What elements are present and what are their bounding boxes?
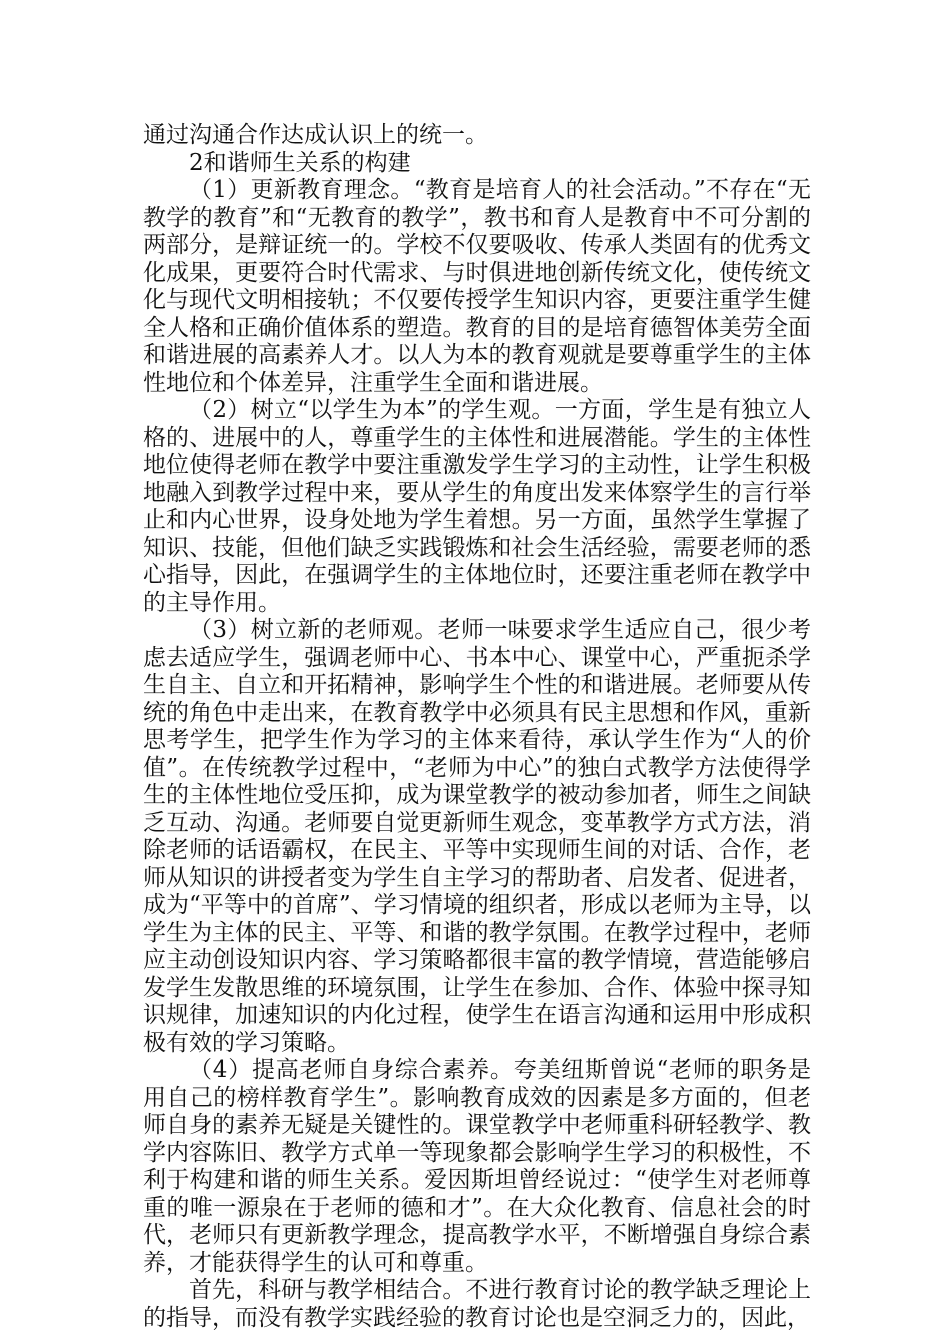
paragraph-research-teaching: 首先，科研与教学相结合。不进行教育讨论的教学缺乏理论上的指导，而没有教学实践经验的教育讨论也是空洞乏力的，因此， xyxy=(143,1277,811,1331)
section-heading: 2和谐师生关系的构建 xyxy=(189,149,411,176)
paragraph-teacher-quality: （4）提高老师自身综合素养。夸美纽斯曾说“老师的职务是用自己的榜样教育学生”。影响教育成效的因素是多方面的，但老师自身的素养无疑是关键性的。课堂教学中老师重科研轻教学、教学内容陈旧、教学方式单一等现象都会影响学生学习的积极性，不利于构建和谐的师生关系。爱因斯坦曾经说过：“使学生对老师尊重的唯一源泉在于老师的德和才”。在大众化教育、信息社会的时代，老师只有更新教学理念，提高教学水平，不断增强自身综合素养，才能获得学生的认可和尊重。 xyxy=(143,1057,811,1276)
document-body xyxy=(143,122,811,1332)
paragraph-update-education-concept: （1）更新教育理念。“教育是培育人的社会活动。”不存在“无教学的教育”和“无教育的教学”，教书和育人是教育中不可分割的两部分，是辩证统一的。学校不仅要吸收、传承人类固有的优秀文化成果，更要符合时代需求、与时俱进地创新传统文化，使传统文化与现代文明相接轨；不仅要传授学生知识内容，更要注重学生健全人格和正确价值体系的塑造。教育的目的是培育德智体美劳全面和谐进展的高素养人才。以人为本的教育观就是要尊重学生的主体性地位和个体差异，注重学生全面和谐进展。 xyxy=(143,177,811,396)
paragraph-continuation: 通过沟通合作达成认识上的统一。 xyxy=(143,122,488,148)
paragraph-teacher-view: （3）树立新的老师观。老师一味要求学生适应自己，很少考虑去适应学生，强调老师中心、书本中心、课堂中心，严重扼杀学生自主、自立和开拓精神，影响学生个性的和谐进展。老师要从传统的角色中走出来，在教育教学中必须具有民主思想和作风，重新思考学生，把学生作为学习的主体来看待，承认学生作为“人的价值”。在传统教学过程中，“老师为中心”的独白式教学方法使得学生的主体性地位受压抑，成为课堂教学的被动参加者，师生之间缺乏互动、沟通。老师要自觉更新师生观念，变革教学方式方法，消除老师的话语霸权，在民主、平等中实现师生间的对话、合作，老师从知识的讲授者变为学生自主学习的帮助者、启发者、促进者，成为“平等中的首席”、学习情境的组织者，形成以老师为主导，以学生为主体的民主、平等、和谐的教学氛围。在教学过程中，老师应主动创设知识内容、学习策略都很丰富的教学情境，营造能够启发学生发散思维的环境氛围，让学生在参加、合作、体验中探寻知识规律，加速知识的内化过程，使学生在语言沟通和运用中形成积极有效的学习策略。 xyxy=(143,617,811,1056)
paragraph-student-view: （2）树立“以学生为本”的学生观。一方面，学生是有独立人格的、进展中的人，尊重学生的主体性和进展潜能。学生的主体性地位使得老师在教学中要注重激发学生学习的主动性，让学生积极地融入到教学过程中来，要从学生的角度出发来体察学生的言行举止和内心世界，设身处地为学生着想。另一方面，虽然学生掌握了知识、技能，但他们缺乏实践锻炼和社会生活经验，需要老师的悉心指导，因此，在强调学生的主体地位时，还要注重老师在教学中的主导作用。 xyxy=(143,397,811,616)
